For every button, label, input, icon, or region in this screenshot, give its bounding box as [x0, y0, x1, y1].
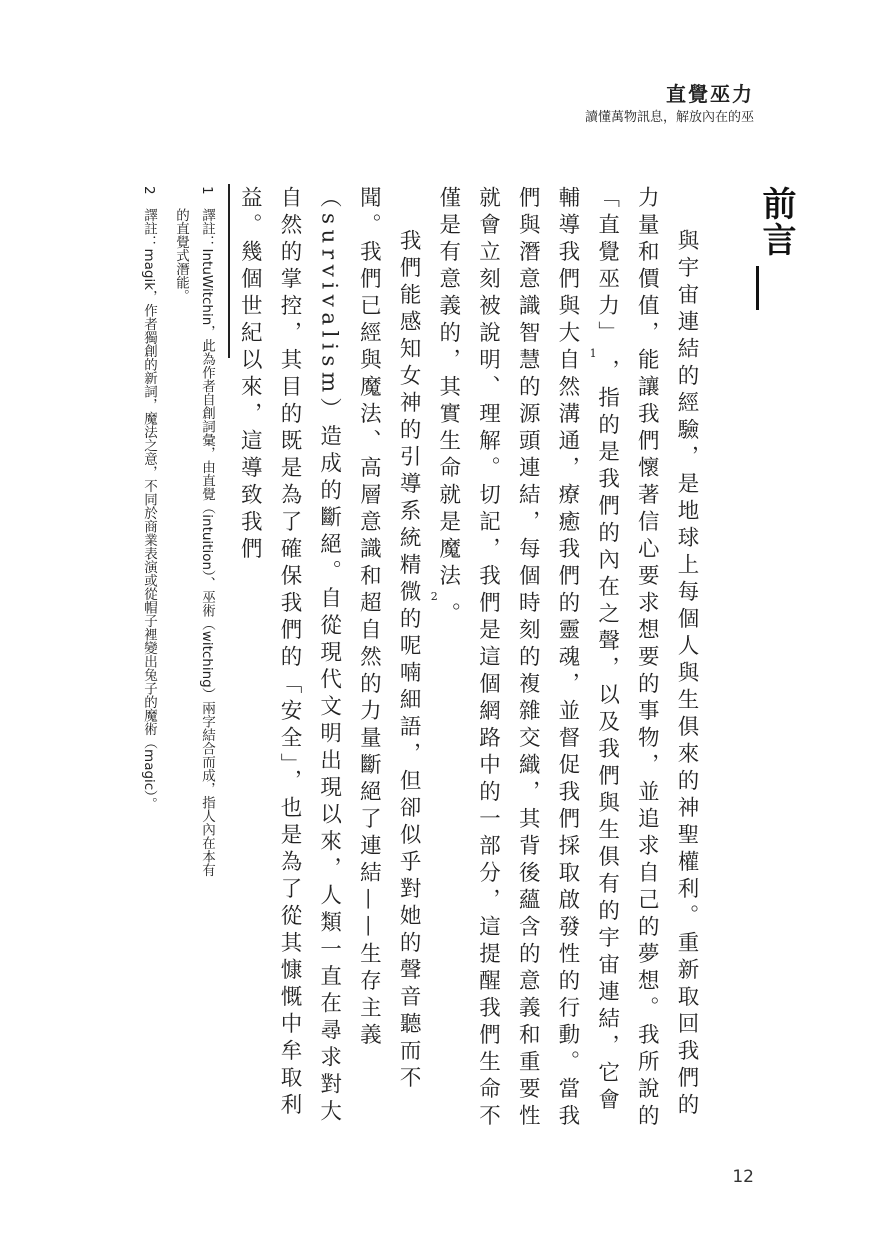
- footnote-1-text-cont: 的直覺式潛能。: [173, 208, 189, 303]
- running-header-title: 直覺巫力: [666, 82, 754, 106]
- footnote-2: [136, 186, 162, 1136]
- footnote-divider: [228, 184, 230, 358]
- footnote-2-text: 譯註：magik，作者獨創的新詞，魔法之意，不同於商業表演或從帽子裡變出兔子的魔術（magic）。: [141, 208, 157, 811]
- paragraph-1-text-b: ，指的是我們的內在之聲，以及我們與生俱有的宇宙連結，它會輔導我們與大自然溝通，療癒我們的靈魂，並督促我們採取啟發性的行動。當我們與潛意識智慧的源頭連結，每個時刻的複雜交織，其背後蘊含的意義和重要性就會立刻被說明、理解。切記，我們是這個網路中的一部分，這提醒我們生命不僅是有意義的，其實生命就是魔法: [435, 186, 620, 1131]
- footnote-1-text: 譯註：IntuWitchin，此為作者自創詞彙，由直覺（intuition）、巫術（witching）兩字結合而成，指人內在本有: [199, 208, 215, 877]
- chapter-title-rule: [756, 266, 759, 310]
- paragraph-2: 我們能感知女神的引導系統精微的呢喃細語，但卻似乎對她的聲音聽而不聞。我們已經與魔法、高層意識和超自然的力量斷絕了連結——生存主義（survivalism）造成的斷絕。自從現代文明出現以來，人類一直在尋求對大自然的掌控，其目的既是為了確保我們的「安全」，也是為了從其慷慨中牟取利益。幾個世紀以來，這導致我們: [237, 186, 422, 1127]
- page-number: 12: [732, 1167, 754, 1187]
- paragraph-1-text-c: 。: [435, 602, 461, 629]
- footnote-2-number: 2: [141, 186, 157, 195]
- paragraph-1-text-a: 與宇宙連結的經驗，是地球上每個人與生俱來的神聖權利。重新取回我們的力量和價值，能讓我們懷著信心要求想要的事物，並追求自己的夢想。我所說的「直覺巫力」: [594, 186, 699, 1131]
- paragraph-1: [428, 186, 706, 1136]
- running-header-subtitle: 讀懂萬物訊息，解放內在的巫: [584, 110, 754, 125]
- footnotes: [130, 186, 220, 1136]
- footnote-1-number: 1: [199, 186, 215, 195]
- chapter-title: 前言: [756, 186, 796, 258]
- footnote-1: [168, 186, 220, 1136]
- body-text: [230, 186, 706, 1136]
- footnote-ref-2: 2: [430, 591, 438, 602]
- footnote-ref-1: 1: [589, 348, 597, 359]
